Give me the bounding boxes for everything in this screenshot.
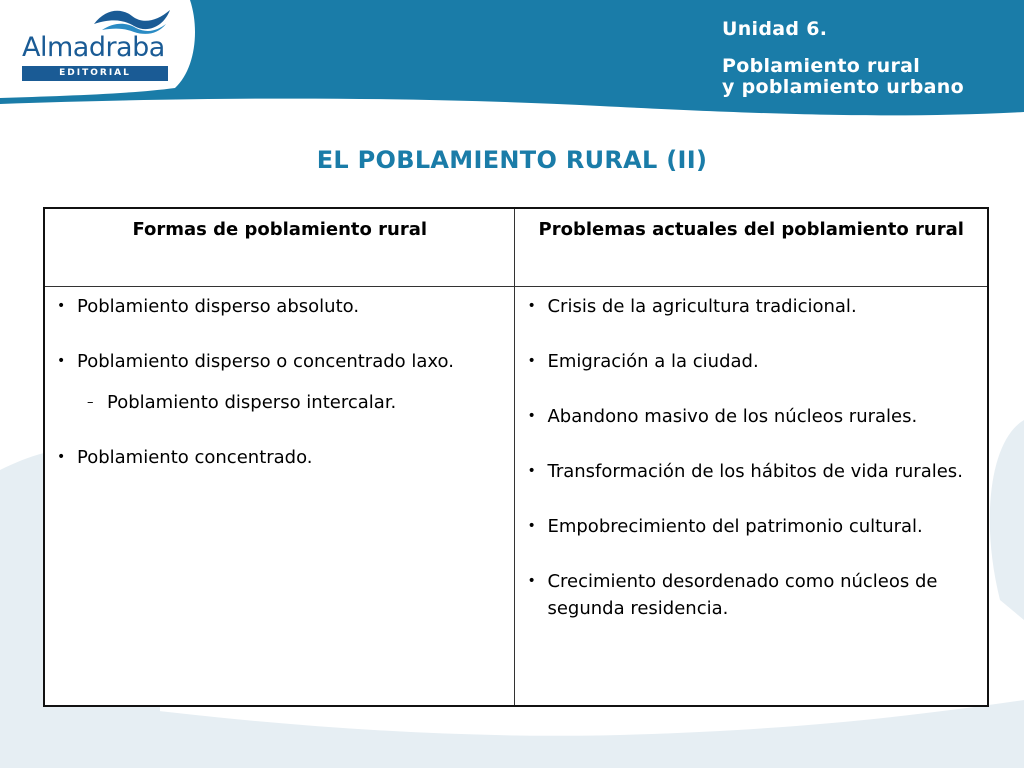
list-item-text: Poblamiento disperso intercalar. [107, 392, 397, 413]
list-item [527, 348, 975, 375]
list-item [527, 293, 975, 320]
list-item [527, 458, 975, 485]
bullet-icon: • [527, 353, 536, 369]
list-item [57, 293, 502, 320]
problems-cell [515, 287, 988, 707]
list-item-text: Crecimiento desordenado como núcleos de segunda residencia. [547, 571, 938, 619]
column-header-problems: Problemas actuales del poblamiento rural [515, 208, 988, 287]
bullet-icon: • [527, 408, 536, 424]
list-item-text: Empobrecimiento del patrimonio cultural. [547, 516, 923, 537]
list-item [57, 348, 502, 375]
page-title: EL POBLAMIENTO RURAL (II) [316, 146, 708, 174]
list-item-text: Abandono masivo de los núcleos rurales. [547, 406, 918, 427]
bullet-icon: • [57, 353, 66, 369]
unit-subtitle-line1: Poblamiento rural [722, 55, 921, 77]
list-item-text: Poblamiento concentrado. [77, 447, 313, 468]
bullet-icon: • [57, 298, 66, 314]
problems-list [527, 293, 975, 622]
unit-subtitle-line2: y poblamiento urbano [722, 76, 964, 98]
list-item [527, 403, 975, 430]
bullet-icon: • [57, 449, 66, 465]
list-item-text: Crisis de la agricultura tradicional. [547, 296, 857, 317]
forms-cell [44, 287, 515, 707]
logo-subtitle: EDITORIAL [22, 66, 168, 81]
list-item [527, 568, 975, 622]
list-item [57, 444, 502, 471]
bullet-icon: • [527, 463, 536, 479]
bullet-icon: • [527, 573, 536, 589]
list-item-text: Transformación de los hábitos de vida rurales. [547, 461, 963, 482]
forms-list [57, 293, 502, 471]
list-item-text: Emigración a la ciudad. [547, 351, 759, 372]
list-item [527, 513, 975, 540]
content-table [43, 207, 989, 707]
logo-wordmark: Almadraba [22, 32, 165, 63]
column-header-forms: Formas de poblamiento rural [44, 208, 515, 287]
list-item-text: Poblamiento disperso absoluto. [77, 296, 360, 317]
bullet-icon: • [527, 518, 536, 534]
table-header-row [44, 208, 988, 287]
wave-icon [92, 6, 172, 34]
right-wave [990, 420, 1024, 620]
list-item-text: Poblamiento disperso o concentrado laxo. [77, 351, 454, 372]
almadraba-logo [20, 6, 170, 80]
unit-label: Unidad 6. [722, 18, 828, 40]
dash-icon: – [87, 395, 94, 410]
bullet-icon: • [527, 298, 536, 314]
unit-header [722, 18, 964, 98]
unit-subtitle [722, 56, 964, 98]
table-body-row [44, 287, 988, 707]
list-subitem [57, 389, 502, 416]
